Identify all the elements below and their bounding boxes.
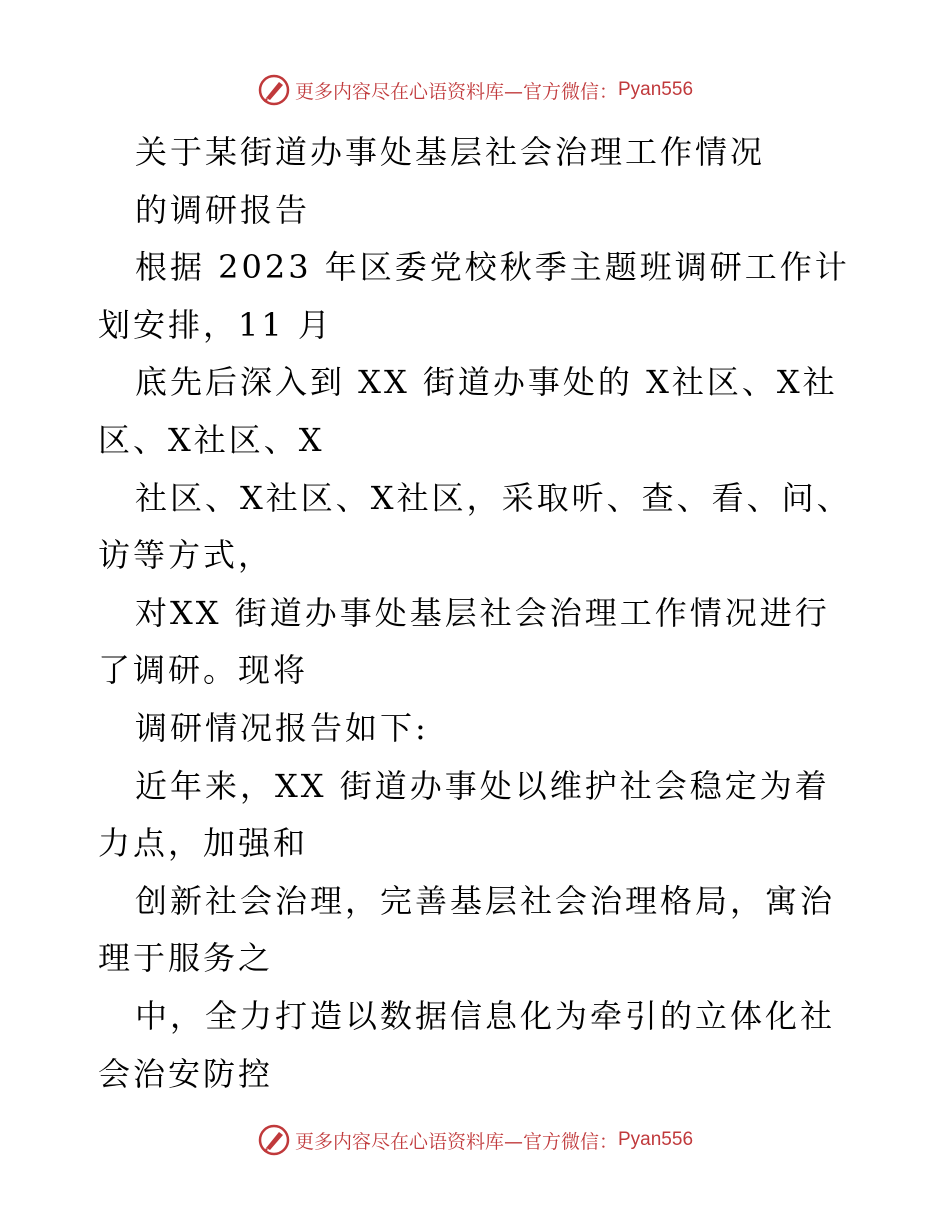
title-line-1: 关于某街道办事处基层社会治理工作情况 [135, 133, 766, 171]
watermark-text: 更多内容尽在心语资料库—官方微信： [294, 80, 618, 103]
paragraph-line: 根据 2023 年区委党校秋季主题班调研工作计划安排，11 月 [98, 248, 850, 344]
paragraph-line: 底先后深入到 XX 街道办事处的 X社区、X社区、X社区、X [98, 363, 838, 459]
paragraph-line: 创新社会治理，完善基层社会治理格局，寓治理于服务之 [98, 881, 836, 978]
footer-watermark [0, 1120, 950, 1160]
paragraph-line: 社区、X社区、X社区，采取听、查、看、问、访等方式， [98, 478, 852, 575]
pen-logo-icon [257, 1123, 291, 1157]
paragraph-line: 中，全力打造以数据信息化为牵引的立体化社会治安防控 [98, 996, 836, 1093]
document-body [98, 124, 858, 1103]
paragraph-line: 调研情况报告如下: [135, 708, 429, 747]
pen-logo-icon [257, 73, 291, 107]
watermark-handle: Pyan556 [618, 79, 694, 100]
watermark-text: 更多内容尽在心语资料库—官方微信： [294, 1130, 618, 1153]
title-line-2: 的调研报告 [135, 190, 311, 229]
paragraph-line: 对XX 街道办事处基层社会治理工作情况进行了调研。现将 [98, 593, 830, 690]
header-watermark [0, 70, 950, 110]
watermark-handle: Pyan556 [618, 1129, 694, 1150]
paragraph-line: 近年来，XX 街道办事处以维护社会稳定为着力点，加强和 [98, 766, 830, 863]
